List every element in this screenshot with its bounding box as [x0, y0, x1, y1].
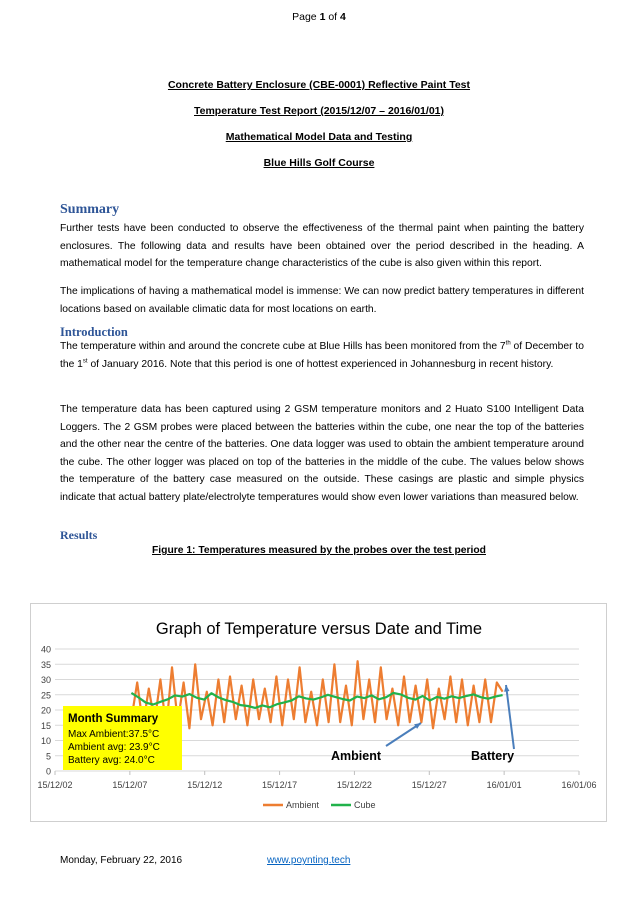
- y-tick-label: 0: [45, 766, 51, 777]
- chart-title: Graph of Temperature versus Date and Time: [155, 620, 483, 638]
- x-tick-label: 16/01/01: [486, 780, 522, 790]
- x-tick-label: 15/12/17: [262, 780, 298, 790]
- x-tick-label: 15/12/02: [37, 780, 73, 790]
- summary-paragraph-2: The implications of having a mathematical model is immense: We can now predict battery temperatures in different locations based on available climatic data for most locations on earth.: [60, 286, 584, 315]
- summary-paragraph-1: Further tests have been conducted to observe the effectiveness of the thermal paint when painting the battery enclosures. The following data and results have been obtained over the period described in the heading. A mathematical model for the temperature change characteristics of the cube is also given within this report.: [60, 223, 584, 269]
- introduction-paragraph-2: The temperature data has been captured using 2 GSM temperature monitors and 2 Huato S100 Intelligent Data Loggers. The 2 GSM probes were placed between the batteries within the cube, one near the top of the batteries and the other near the centre of the batteries. One data logger was used to obtain the ambient temperature around the cube. The other logger was placed on top of the batteries in the middle of the cube. The values below shows the temperature of the battery case measured on the outside. These casings are plastic and simple physics indicate that actual battery plate/electrolyte temperatures would show even lower variations than measured below.: [60, 404, 584, 503]
- report-topic: Mathematical Model Data and Testing: [225, 131, 413, 143]
- y-tick-label: 25: [40, 690, 51, 701]
- page-number: Page 1 of 4: [292, 11, 346, 23]
- footer-date: Monday, February 22, 2016: [60, 855, 183, 866]
- x-tick-label: 15/12/12: [187, 780, 223, 790]
- summary-heading: Summary: [60, 202, 120, 217]
- ambient-annotation-label: Ambient: [331, 749, 381, 763]
- legend-ambient-label: Ambient: [286, 800, 320, 810]
- report-subtitle: Temperature Test Report (2015/12/07 – 2016/01/01): [194, 105, 444, 117]
- month-summary-line: Ambient avg: 23.9°C: [68, 742, 160, 753]
- y-tick-label: 40: [40, 644, 51, 655]
- figure-caption: Figure 1: Temperatures measured by the probes over the test period: [152, 545, 486, 556]
- x-tick-label: 16/01/06: [561, 780, 597, 790]
- chart-svg: [31, 604, 606, 821]
- battery-annotation-label: Battery: [471, 749, 515, 763]
- website-link[interactable]: www.poynting.tech: [267, 855, 351, 866]
- y-tick-label: 20: [40, 705, 51, 716]
- temperature-chart: [30, 603, 607, 822]
- introduction-paragraph-1: The temperature within and around the concrete cube at Blue Hills has been monitored from the 7th of December to the 1st of January 2016. Note that this period is one of hottest experienced in Johannesburg in recent history.: [60, 340, 584, 370]
- footer-link[interactable]: [267, 855, 350, 866]
- x-tick-label: 15/12/07: [112, 780, 148, 790]
- month-summary-line: Max Ambient:37.5°C: [68, 729, 160, 740]
- y-tick-label: 5: [45, 751, 51, 762]
- month-summary-title: Month Summary: [68, 713, 159, 725]
- y-tick-label: 10: [40, 736, 51, 746]
- month-summary-line: Battery avg: 24.0°C: [68, 755, 155, 766]
- y-tick-label: 35: [40, 659, 51, 670]
- x-tick-label: 15/12/27: [411, 780, 447, 790]
- report-location: Blue Hills Golf Course: [263, 157, 375, 169]
- y-tick-label: 30: [40, 675, 51, 685]
- x-tick-label: 15/12/22: [336, 780, 372, 790]
- introduction-heading: Introduction: [60, 325, 128, 339]
- y-tick-label: 15: [40, 720, 51, 731]
- results-heading: Results: [60, 528, 98, 542]
- report-title: Concrete Battery Enclosure (CBE-0001) Reflective Paint Test: [167, 79, 471, 91]
- legend-cube-label: Cube: [354, 800, 376, 810]
